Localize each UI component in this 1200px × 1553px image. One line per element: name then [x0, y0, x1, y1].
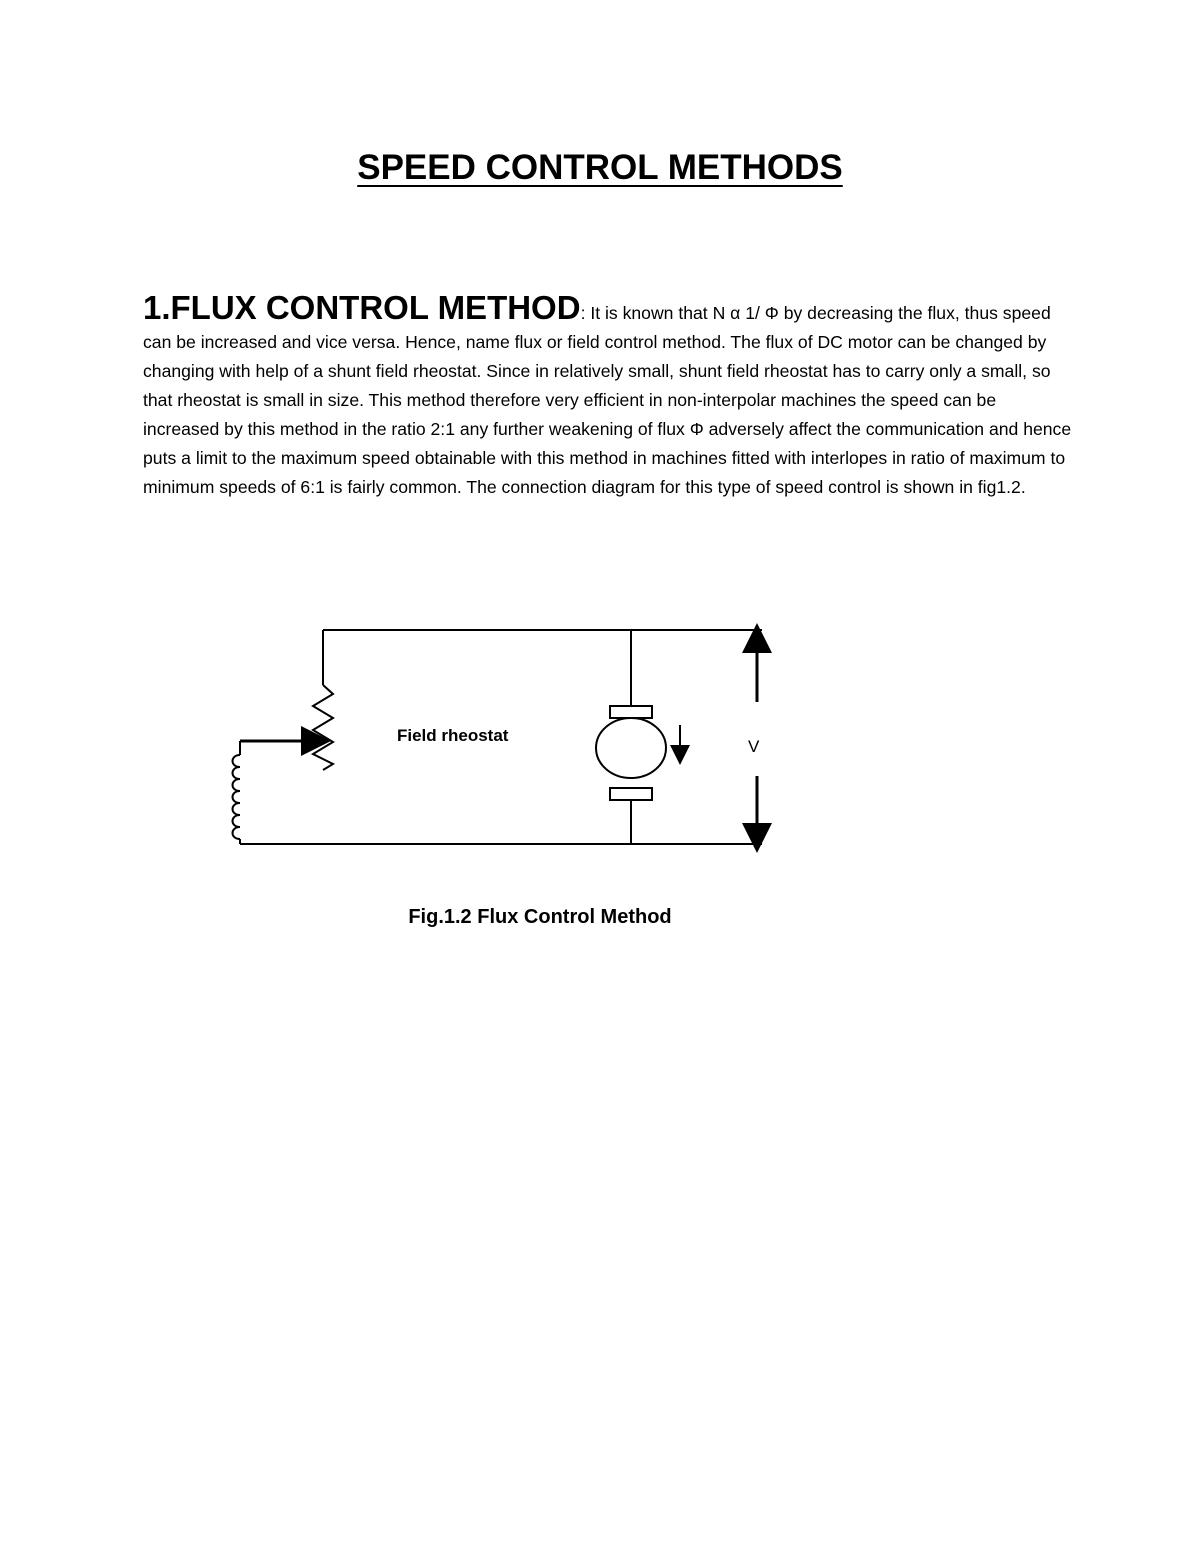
page-title [0, 148, 1200, 188]
section-heading: 1.FLUX CONTROL METHOD [143, 289, 581, 326]
voltage-label: V [748, 737, 760, 756]
figure-caption: Fig.1.2 Flux Control Method [408, 906, 672, 928]
motor-brush-bottom [610, 788, 652, 800]
field-coil [233, 755, 241, 839]
section-body-text: : It is known that N α 1/ Φ by decreasing the flux, thus speed can be increased and vice versa. Hence, name flux or field control method. The flux of DC motor can be changed by changing with help of a shunt field rheostat. Since in relatively small, shunt field rheostat has to carry only a small, so that rheostat is small in size. This method therefore very efficient in non-interpolar machines the speed can be increased by this method in the ratio 2:1 any further weakening of flux Φ adversely affect the communication and hence puts a limit to the maximum speed obtainable with this method in machines fitted with interlopes in ratio of maximum to minimum speeds of 6:1 is fairly common. The connection diagram for this type of speed control is shown in fig1.2. [143, 303, 1072, 497]
section-paragraph [143, 288, 1073, 502]
motor-brush-top [610, 706, 652, 718]
rheostat-zigzag [313, 685, 333, 770]
motor-armature [596, 718, 666, 778]
page-title-text: SPEED CONTROL METHODS [357, 148, 843, 187]
rheostat-label: Field rheostat [397, 726, 509, 745]
flux-control-circuit-diagram [200, 610, 800, 870]
